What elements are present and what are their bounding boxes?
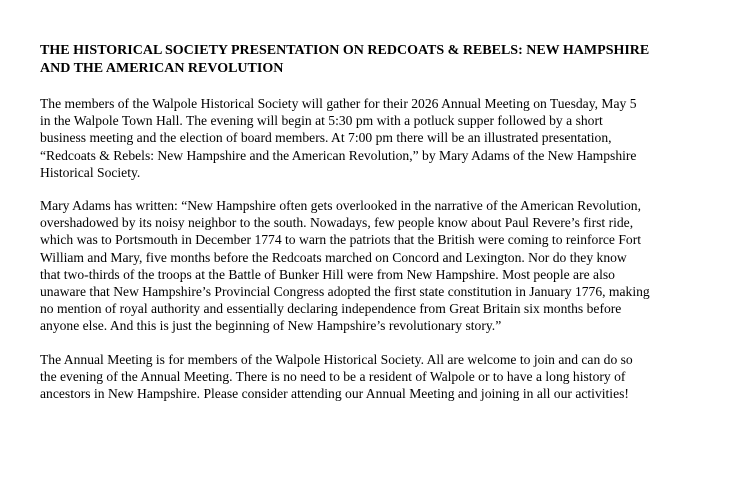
document-page <box>40 42 710 418</box>
paragraph-line: William and Mary, five months before the Redcoats marched on Concord and Lexington. Nor do they know <box>40 249 627 265</box>
paragraph-line: overshadowed by its noisy neighbor to the south. Nowadays, few people know about Paul Revere’s first ride, <box>40 215 634 231</box>
paragraph-speaker-quote <box>40 197 710 335</box>
paragraph-line: business meeting and the election of board members. At 7:00 pm there will be an illustrated presentation, <box>40 130 612 146</box>
paragraph-line: The members of the Walpole Historical Society will gather for their 2026 Annual Meeting on Tuesday, May 5 <box>40 96 637 111</box>
title-line: THE HISTORICAL SOCIETY PRESENTATION ON REDCOATS & REBELS: NEW HAMPSHIRE <box>40 43 650 58</box>
paragraph-line: “Redcoats & Rebels: New Hampshire and the American Revolution,” by Mary Adams of the New Hampshire <box>40 147 637 163</box>
paragraph-line: anyone else. And this is just the beginning of New Hampshire’s revolutionary story.” <box>40 318 502 334</box>
paragraph-line: ancestors in New Hampshire. Please consider attending our Annual Meeting and joining in all our activities! <box>40 386 629 402</box>
paragraph-line: unaware that New Hampshire’s Provincial Congress adopted the first state constitution in January 1776, making <box>40 284 650 300</box>
paragraph-line: Mary Adams has written: “New Hampshire often gets overlooked in the narrative of the American Revolution, <box>40 198 641 214</box>
paragraph-line: that two-thirds of the troops at the Battle of Bunker Hill were from New Hampshire. Most people are also <box>40 266 615 282</box>
paragraph-line: in the Walpole Town Hall. The evening will begin at 5:30 pm with a potluck supper followed by a short <box>40 113 603 129</box>
paragraph-membership-info <box>40 351 710 403</box>
paragraph-line: which was to Portsmouth in December 1774 to warn the patriots that the British were coming to reinforce Fort <box>40 232 642 248</box>
paragraph-line: Historical Society. <box>40 164 141 180</box>
document-title <box>40 42 710 78</box>
paragraph-line: the evening of the Annual Meeting. There is no need to be a resident of Walpole or to have a long history of <box>40 368 626 384</box>
paragraph-line: The Annual Meeting is for members of the Walpole Historical Society. All are welcome to join and can do so <box>40 351 633 367</box>
paragraph-meeting-announcement <box>40 95 710 181</box>
title-line: AND THE AMERICAN REVOLUTION <box>40 61 284 76</box>
paragraph-line: no mention of royal authority and essentially declaring independence from Great Britain six months before <box>40 301 622 317</box>
